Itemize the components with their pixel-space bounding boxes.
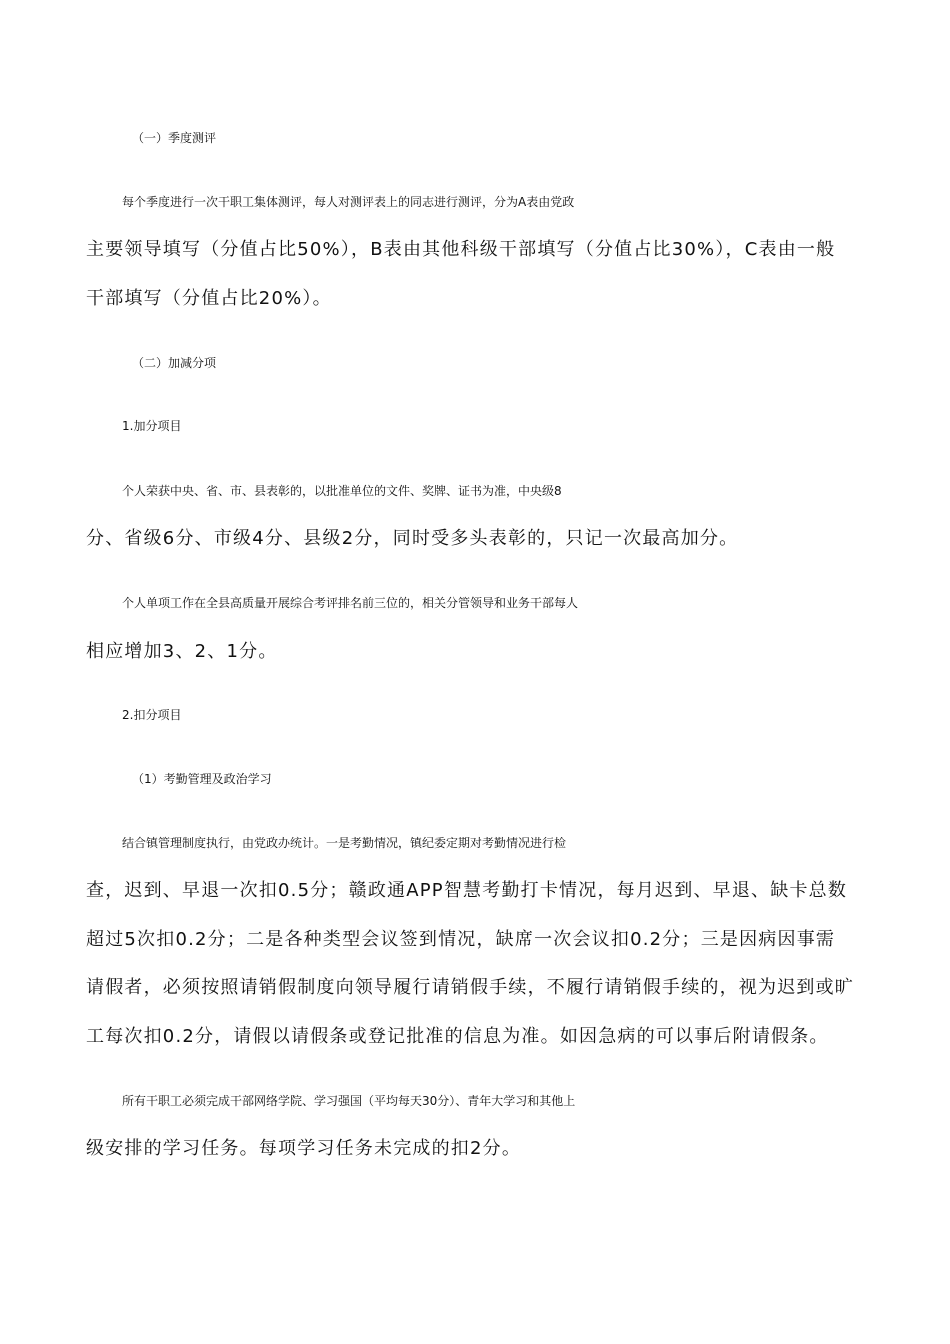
paragraph-line: 请假者，必须按照请销假制度向领导履行请销假手续，不履行请销假手续的，视为迟到或旷 (86, 977, 854, 998)
paragraph-line: 所有干职工必须完成干部网络学院、学习强国（平均每天30分）、青年大学习和其他上 (122, 1094, 576, 1108)
paragraph-line: 结合镇管理制度执行，由党政办统计。一是考勤情况，镇纪委定期对考勤情况进行检 (122, 836, 567, 850)
paragraph-line: 相应增加3、2、1分。 (86, 641, 278, 662)
paragraph-line: 个人单项工作在全县高质量开展综合考评排名前三位的，相关分管领导和业务干部每人 (122, 596, 579, 610)
paragraph-line: 个人荣获中央、省、市、县表彰的，以批准单位的文件、奖牌、证书为准，中央级8 (122, 484, 562, 498)
paragraph-line: 超过5次扣0.2分；二是各种类型会议签到情况，缺席一次会议扣0.2分；三是因病因事需 (86, 929, 836, 950)
subsection-heading-deduction-items: 2.扣分项目 (122, 708, 182, 722)
paragraph-line: 干部填写（分值占比20%）。 (86, 288, 332, 309)
paragraph-line: 每个季度进行一次干职工集体测评，每人对测评表上的同志进行测评，分为A表由党政 (122, 195, 575, 209)
section-heading-quarterly-evaluation: （一）季度测评 (132, 131, 217, 145)
paragraph-line: 分、省级6分、市级4分、县级2分，同时受多头表彰的，只记一次最高加分。 (86, 528, 739, 549)
subsection-heading-bonus-items: 1.加分项目 (122, 419, 182, 433)
paragraph-line: 工每次扣0.2分，请假以请假条或登记批准的信息为准。如因急病的可以事后附请假条。 (86, 1026, 829, 1047)
paragraph-line: 主要领导填写（分值占比50%），B表由其他科级干部填写（分值占比30%），C表由一般 (86, 239, 836, 260)
paragraph-line: 级安排的学习任务。每项学习任务未完成的扣2分。 (86, 1138, 522, 1159)
paragraph-line: 查，迟到、早退一次扣0.5分；赣政通APP智慧考勤打卡情况，每月迟到、早退、缺卡总数 (86, 880, 848, 901)
section-heading-bonus-deduction: （二）加减分项 (132, 356, 217, 370)
item-heading-attendance-study: （1）考勤管理及政治学习 (132, 772, 272, 786)
